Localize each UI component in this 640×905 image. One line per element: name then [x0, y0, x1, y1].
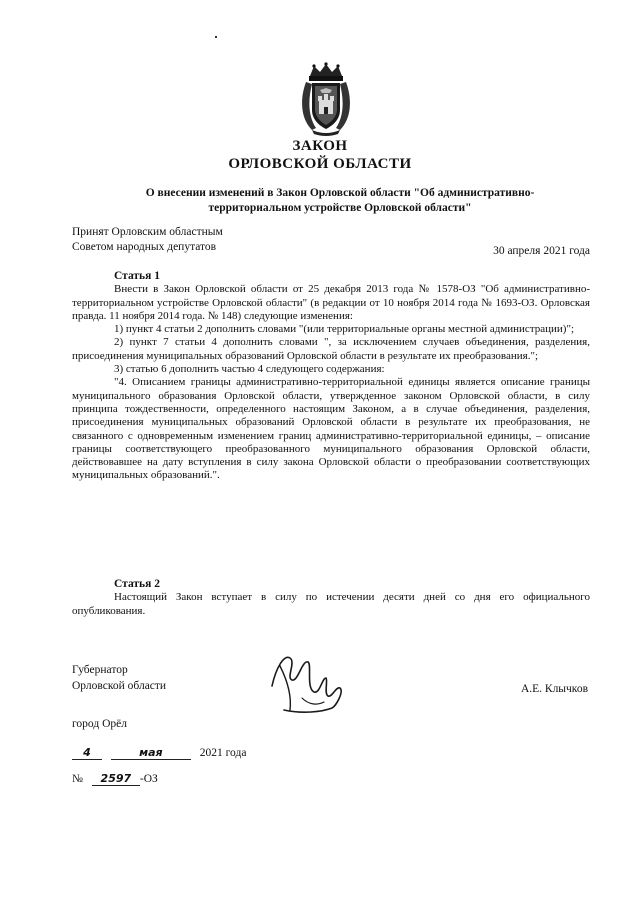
article-1	[72, 270, 590, 483]
signatory-name: А.Е. Клычков	[520, 683, 588, 695]
article-2-heading: Статья 2	[114, 578, 160, 590]
adoption-authority	[72, 225, 223, 255]
region-title: ОРЛОВСКОЙ ОБЛАСТИ	[228, 156, 412, 172]
article-2	[72, 578, 590, 618]
law-number-prefix: №	[72, 773, 83, 785]
signatory-title	[72, 662, 166, 694]
article-2-paragraph-1: Настоящий Закон вступает в силу по истечении десяти дней со дня его официального опубликования.	[72, 591, 590, 617]
law-number-suffix: -ОЗ	[139, 773, 158, 785]
law-subject-line-2: территориальном устройстве Орловской области"	[208, 202, 472, 214]
article-1-paragraph-3: 2) пункт 7 статьи 4 дополнить словами ", за исключением случаев объединения, разделения, присоединения муниципальных образований Орловской области в результате их преобразования.";	[72, 336, 590, 362]
handwritten-signature	[262, 648, 358, 720]
document-type-title: ЗАКОН	[292, 138, 348, 154]
signing-date	[72, 746, 246, 760]
adoption-line-2: Советом народных депутатов	[72, 241, 217, 253]
law-number-value: 2597	[92, 772, 140, 786]
article-1-heading: Статья 1	[114, 270, 160, 282]
adoption-line-1: Принят Орловским областным	[72, 226, 223, 238]
signing-day: 4	[72, 746, 102, 760]
signing-city: город Орёл	[72, 718, 127, 730]
law-subject-line-1: О внесении изменений в Закон Орловской области "Об административно-	[145, 187, 535, 199]
law-number	[72, 772, 158, 786]
signatory-title-line-1: Губернатор	[72, 664, 128, 676]
article-1-paragraph-4: 3) статью 6 дополнить частью 4 следующего содержания:	[114, 363, 385, 376]
signing-year: 2021 года	[199, 747, 247, 759]
article-1-paragraph-5: "4. Описанием границы административно-территориальной единицы является описание границы муниципального образования Орловской области, утвержденное законом Орловской области, в силу принципа тождественности, определенного настоящим Законом, а в случае объединения, разделения, присоединения муниципальных образований Орловской области в результате их преобразования, не связанного с одновременным изменением границ административно-территориальной единицы, – описание границы соответствующего преобразованного муниципального образования Орловской области, действовавшее на дату вступления в силу закона Орловской области о преобразовании соответствующих муниципальных образований.".	[72, 376, 590, 482]
adoption-date: 30 апреля 2021 года	[493, 245, 590, 257]
signatory-title-line-2: Орловской области	[72, 680, 167, 692]
stray-mark	[215, 36, 217, 38]
article-1-paragraph-2: 1) пункт 4 статьи 2 дополнить словами "(или территориальные органы местной администрации)";	[114, 323, 575, 336]
law-subject	[90, 186, 590, 216]
coat-of-arms-emblem	[298, 62, 354, 136]
article-1-paragraph-1: Внести в Закон Орловской области от 25 декабря 2013 года № 1578-ОЗ "Об административно-территориальном устройстве Орловской области" (в редакции от 10 ноября 2014 года № 1693-ОЗ. Орловская правда. 11 ноября 2014 года. № 148) следующие изменения:	[72, 283, 590, 322]
signing-month: мая	[111, 746, 191, 760]
